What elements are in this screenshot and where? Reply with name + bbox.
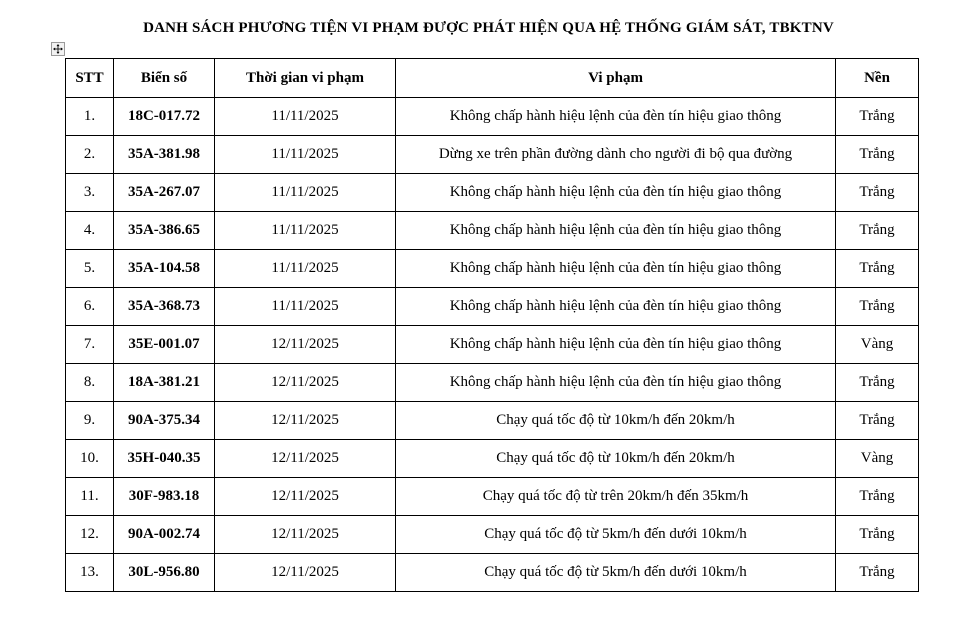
cell-violation[interactable]: Không chấp hành hiệu lệnh của đèn tín hiệu giao thông — [396, 326, 836, 364]
table-row — [66, 364, 919, 402]
cell-stt[interactable]: 7. — [66, 326, 114, 364]
cell-plate[interactable]: 35A-386.65 — [114, 212, 215, 250]
cell-stt[interactable]: 10. — [66, 440, 114, 478]
cell-date[interactable]: 12/11/2025 — [215, 402, 396, 440]
cell-stt[interactable]: 1. — [66, 98, 114, 136]
cell-violation[interactable]: Không chấp hành hiệu lệnh của đèn tín hiệu giao thông — [396, 98, 836, 136]
cell-violation[interactable]: Không chấp hành hiệu lệnh của đèn tín hiệu giao thông — [396, 174, 836, 212]
violations-table-body — [66, 98, 919, 592]
cell-stt[interactable]: 11. — [66, 478, 114, 516]
cell-plate-color[interactable]: Trắng — [836, 554, 919, 592]
cell-date[interactable]: 11/11/2025 — [215, 174, 396, 212]
cell-plate-color[interactable]: Trắng — [836, 98, 919, 136]
cell-violation[interactable]: Không chấp hành hiệu lệnh của đèn tín hiệu giao thông — [396, 212, 836, 250]
cell-plate-color[interactable]: Trắng — [836, 364, 919, 402]
table-row — [66, 326, 919, 364]
table-row — [66, 136, 919, 174]
header-stt[interactable]: STT — [66, 59, 114, 98]
table-row — [66, 478, 919, 516]
violations-table — [65, 58, 919, 592]
cell-plate[interactable]: 18C-017.72 — [114, 98, 215, 136]
cell-plate-color[interactable]: Trắng — [836, 478, 919, 516]
cell-plate[interactable]: 35A-381.98 — [114, 136, 215, 174]
cell-violation[interactable]: Chạy quá tốc độ từ trên 20km/h đến 35km/h — [396, 478, 836, 516]
cell-date[interactable]: 12/11/2025 — [215, 326, 396, 364]
table-row — [66, 440, 919, 478]
cell-plate[interactable]: 35H-040.35 — [114, 440, 215, 478]
header-violation[interactable]: Vi phạm — [396, 59, 836, 98]
cell-plate[interactable]: 35A-267.07 — [114, 174, 215, 212]
header-row — [66, 59, 919, 98]
table-row — [66, 212, 919, 250]
move-arrows-icon — [53, 44, 63, 54]
cell-plate[interactable]: 35E-001.07 — [114, 326, 215, 364]
table-header — [66, 59, 919, 98]
cell-date[interactable]: 11/11/2025 — [215, 250, 396, 288]
cell-plate[interactable]: 18A-381.21 — [114, 364, 215, 402]
cell-plate-color[interactable]: Trắng — [836, 174, 919, 212]
header-date[interactable]: Thời gian vi phạm — [215, 59, 396, 98]
cell-plate-color[interactable]: Trắng — [836, 516, 919, 554]
cell-date[interactable]: 11/11/2025 — [215, 136, 396, 174]
cell-plate[interactable]: 35A-368.73 — [114, 288, 215, 326]
cell-plate-color[interactable]: Trắng — [836, 250, 919, 288]
cell-plate[interactable]: 35A-104.58 — [114, 250, 215, 288]
cell-stt[interactable]: 2. — [66, 136, 114, 174]
table-row — [66, 250, 919, 288]
cell-plate-color[interactable]: Trắng — [836, 402, 919, 440]
cell-plate[interactable]: 30F-983.18 — [114, 478, 215, 516]
header-plate[interactable]: Biển số — [114, 59, 215, 98]
cell-date[interactable]: 11/11/2025 — [215, 98, 396, 136]
cell-plate-color[interactable]: Vàng — [836, 440, 919, 478]
table-row — [66, 516, 919, 554]
table-move-handle[interactable] — [51, 42, 65, 56]
cell-plate[interactable]: 90A-002.74 — [114, 516, 215, 554]
header-plate-color[interactable]: Nền — [836, 59, 919, 98]
cell-plate-color[interactable]: Trắng — [836, 212, 919, 250]
cell-plate[interactable]: 90A-375.34 — [114, 402, 215, 440]
cell-violation[interactable]: Chạy quá tốc độ từ 5km/h đến dưới 10km/h — [396, 516, 836, 554]
cell-date[interactable]: 12/11/2025 — [215, 478, 396, 516]
table-row — [66, 98, 919, 136]
cell-date[interactable]: 11/11/2025 — [215, 212, 396, 250]
cell-violation[interactable]: Không chấp hành hiệu lệnh của đèn tín hiệu giao thông — [396, 288, 836, 326]
cell-violation[interactable]: Chạy quá tốc độ từ 10km/h đến 20km/h — [396, 440, 836, 478]
cell-date[interactable]: 12/11/2025 — [215, 440, 396, 478]
cell-plate-color[interactable]: Trắng — [836, 136, 919, 174]
page-title[interactable]: DANH SÁCH PHƯƠNG TIỆN VI PHẠM ĐƯỢC PHÁT HIỆN QUA HỆ THỐNG GIÁM SÁT, TBKTNV — [143, 20, 834, 36]
cell-stt[interactable]: 6. — [66, 288, 114, 326]
cell-date[interactable]: 12/11/2025 — [215, 364, 396, 402]
cell-stt[interactable]: 12. — [66, 516, 114, 554]
cell-stt[interactable]: 13. — [66, 554, 114, 592]
cell-violation[interactable]: Chạy quá tốc độ từ 5km/h đến dưới 10km/h — [396, 554, 836, 592]
cell-stt[interactable]: 3. — [66, 174, 114, 212]
table-row — [66, 554, 919, 592]
table-row — [66, 288, 919, 326]
cell-plate-color[interactable]: Trắng — [836, 288, 919, 326]
cell-date[interactable]: 11/11/2025 — [215, 288, 396, 326]
cell-stt[interactable]: 9. — [66, 402, 114, 440]
table-row — [66, 174, 919, 212]
cell-violation[interactable]: Chạy quá tốc độ từ 10km/h đến 20km/h — [396, 402, 836, 440]
cell-stt[interactable]: 8. — [66, 364, 114, 402]
cell-plate-color[interactable]: Vàng — [836, 326, 919, 364]
cell-violation[interactable]: Không chấp hành hiệu lệnh của đèn tín hiệu giao thông — [396, 250, 836, 288]
cell-date[interactable]: 12/11/2025 — [215, 516, 396, 554]
table-row — [66, 402, 919, 440]
cell-plate[interactable]: 30L-956.80 — [114, 554, 215, 592]
cell-violation[interactable]: Không chấp hành hiệu lệnh của đèn tín hiệu giao thông — [396, 364, 836, 402]
cell-stt[interactable]: 5. — [66, 250, 114, 288]
cell-date[interactable]: 12/11/2025 — [215, 554, 396, 592]
cell-stt[interactable]: 4. — [66, 212, 114, 250]
cell-violation[interactable]: Dừng xe trên phần đường dành cho người đi bộ qua đường — [396, 136, 836, 174]
